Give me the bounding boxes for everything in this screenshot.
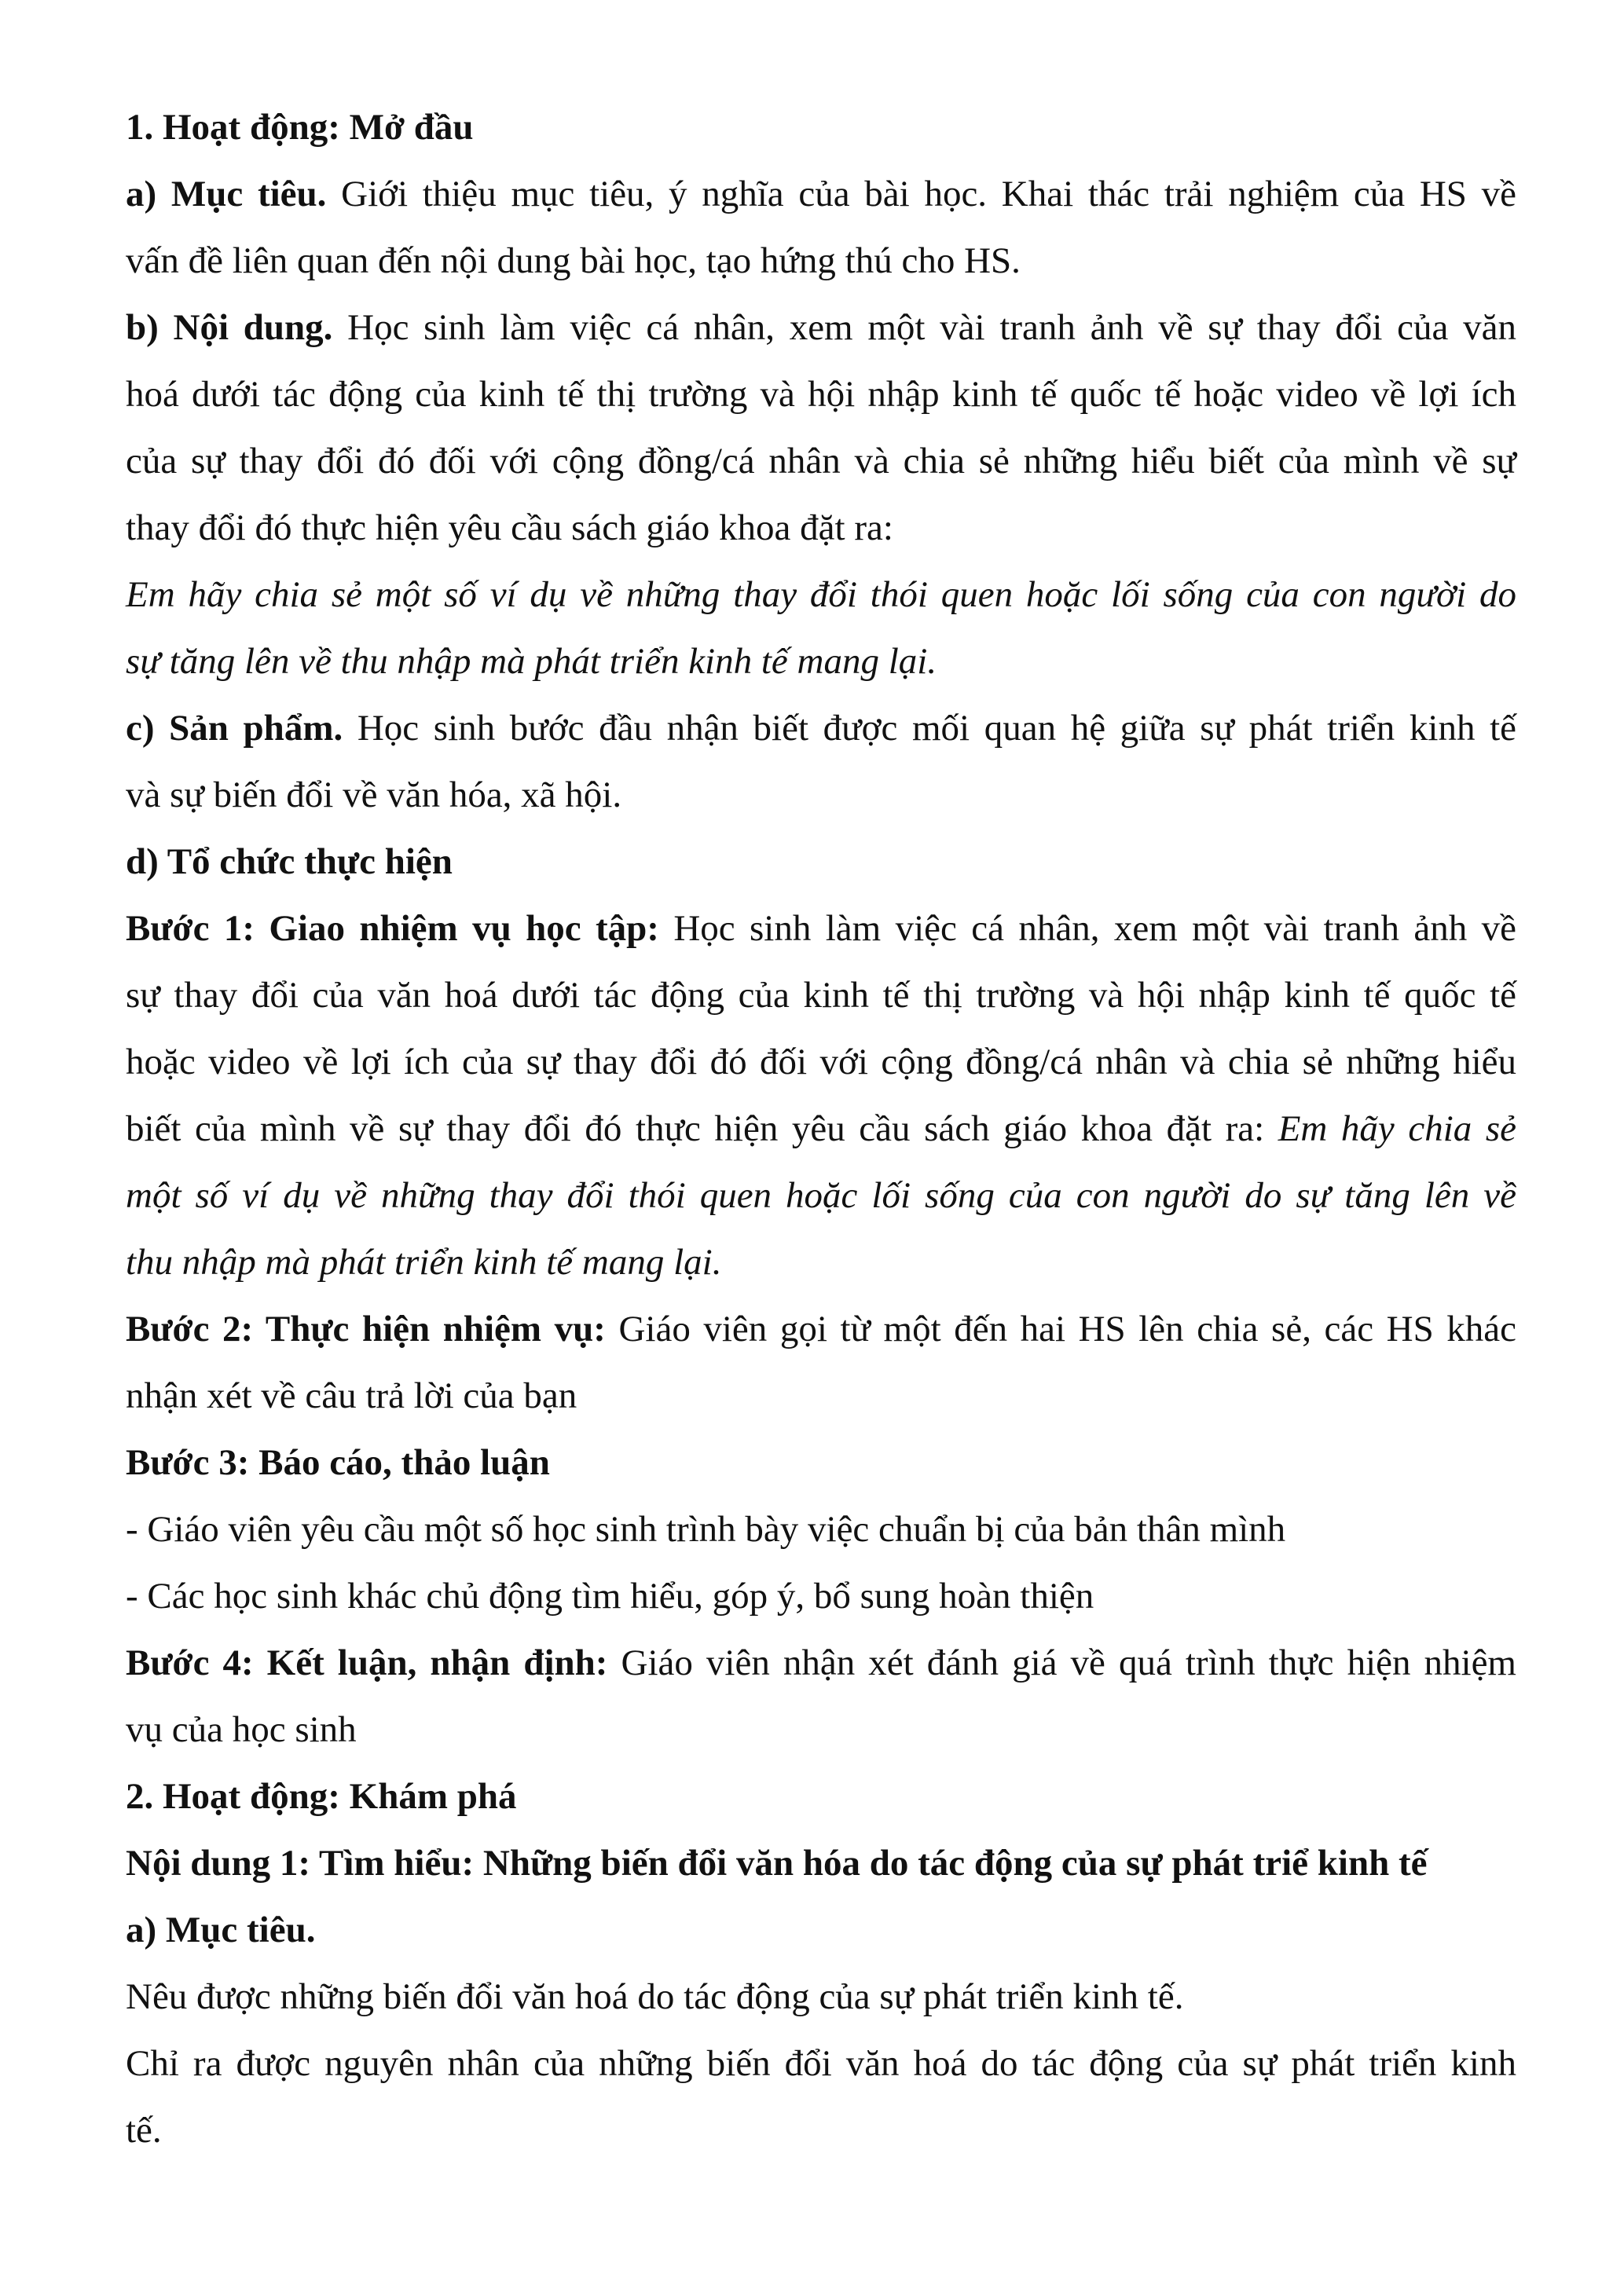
- content-paragraph-line-4: thay đổi đó thực hiện yêu cầu sách giáo khoa đặt ra:: [126, 507, 893, 548]
- document-page: [126, 94, 1516, 2164]
- objective-text: Giới thiệu mục tiêu, ý nghĩa của bài học. Khai thác trải nghiệm của HS về: [326, 174, 1516, 214]
- step-1-question-start: Em hãy chia sẻ: [1278, 1108, 1516, 1149]
- section-1-heading: 1. Hoạt động: Mở đầu: [126, 107, 474, 148]
- step-3-item-2: - Các học sinh khác chủ động tìm hiểu, góp ý, bổ sung hoàn thiện: [126, 1576, 1094, 1617]
- content-paragraph-line-3: của sự thay đổi đó đối với cộng đồng/cá nhân và chia sẻ những hiểu biết của mình về sự: [126, 441, 1516, 482]
- organization-heading: d) Tổ chức thực hiện: [126, 841, 453, 882]
- content-1-heading: Nội dung 1: Tìm hiểu: Những biến đổi văn hóa do tác động của sự phát triể kinh tế: [126, 1843, 1428, 1884]
- step-2-text: Giáo viên gọi từ một đến hai HS lên chia sẻ, các HS khác: [605, 1309, 1516, 1349]
- content-question-line-2: sự tăng lên về thu nhập mà phát triển kinh tế mang lại.: [126, 641, 937, 682]
- content-text: Học sinh làm việc cá nhân, xem một vài tranh ảnh về sự thay đổi của văn: [332, 307, 1516, 348]
- step-1-line-3: hoặc video về lợi ích của sự thay đổi đó đối với cộng đồng/cá nhân và chia sẻ những hiểu: [126, 1042, 1516, 1082]
- content-question-line-1: Em hãy chia sẻ một số ví dụ về những thay đổi thói quen hoặc lối sống của con người do: [126, 574, 1516, 615]
- section-2-goal-1: Nêu được những biến đổi văn hoá do tác động của sự phát triển kinh tế.: [126, 1976, 1184, 2017]
- step-1-label: Bước 1: Giao nhiệm vụ học tập:: [126, 908, 659, 949]
- step-1-line-1: [126, 895, 1516, 962]
- objective-paragraph-line-2: vấn đề liên quan đến nội dung bài học, tạo hứng thú cho HS.: [126, 240, 1021, 281]
- objective-paragraph-line-1: [126, 161, 1516, 228]
- step-2-line-1: [126, 1296, 1516, 1363]
- product-text: Học sinh bước đầu nhận biết được mối quan hệ giữa sự phát triển kinh tế: [343, 708, 1516, 749]
- step-4-line-2: vụ của học sinh: [126, 1709, 357, 1750]
- step-1-text: Học sinh làm việc cá nhân, xem một vài tranh ảnh về: [658, 908, 1516, 949]
- step-1-text-4: biết của mình về sự thay đổi đó thực hiện yêu cầu sách giáo khoa đặt ra:: [126, 1108, 1278, 1149]
- step-4-line-1: [126, 1630, 1516, 1697]
- section-2-objective-label: a) Mục tiêu.: [126, 1910, 316, 1950]
- step-2-label: Bước 2: Thực hiện nhiệm vụ:: [126, 1309, 606, 1349]
- step-1-line-4: [126, 1096, 1516, 1163]
- product-paragraph-line-2: và sự biến đổi về văn hóa, xã hội.: [126, 774, 622, 815]
- step-3-item-1: - Giáo viên yêu cầu một số học sinh trình bày việc chuẩn bị của bản thân mình: [126, 1509, 1286, 1550]
- step-4-label: Bước 4: Kết luận, nhận định:: [126, 1642, 608, 1683]
- step-1-question-line-2: một số ví dụ về những thay đổi thói quen hoặc lối sống của con người do sự tăng lên về: [126, 1175, 1516, 1216]
- step-3-label: Bước 3: Báo cáo, thảo luận: [126, 1442, 550, 1483]
- section-2-goal-2-line-1: Chỉ ra được nguyên nhân của những biến đổi văn hoá do tác động của sự phát triển kinh: [126, 2043, 1516, 2084]
- product-paragraph-line-1: [126, 695, 1516, 762]
- content-label: b) Nội dung.: [126, 307, 333, 348]
- step-1-question-line-3: thu nhập mà phát triển kinh tế mang lại.: [126, 1242, 722, 1283]
- content-paragraph-line-1: [126, 295, 1516, 361]
- content-paragraph-line-2: hoá dưới tác động của kinh tế thị trường và hội nhập kinh tế quốc tế hoặc video về lợi ích: [126, 374, 1516, 415]
- step-2-line-2: nhận xét về câu trả lời của bạn: [126, 1375, 577, 1416]
- step-4-text: Giáo viên nhận xét đánh giá về quá trình thực hiện nhiệm: [607, 1642, 1516, 1683]
- product-label: c) Sản phẩm.: [126, 708, 343, 749]
- objective-label: a) Mục tiêu.: [126, 174, 327, 214]
- section-2-heading: 2. Hoạt động: Khám phá: [126, 1776, 517, 1817]
- section-2-goal-2-line-2: tế.: [126, 2110, 162, 2151]
- step-1-line-2: sự thay đổi của văn hoá dưới tác động của kinh tế thị trường và hội nhập kinh tế quốc tế: [126, 975, 1516, 1016]
